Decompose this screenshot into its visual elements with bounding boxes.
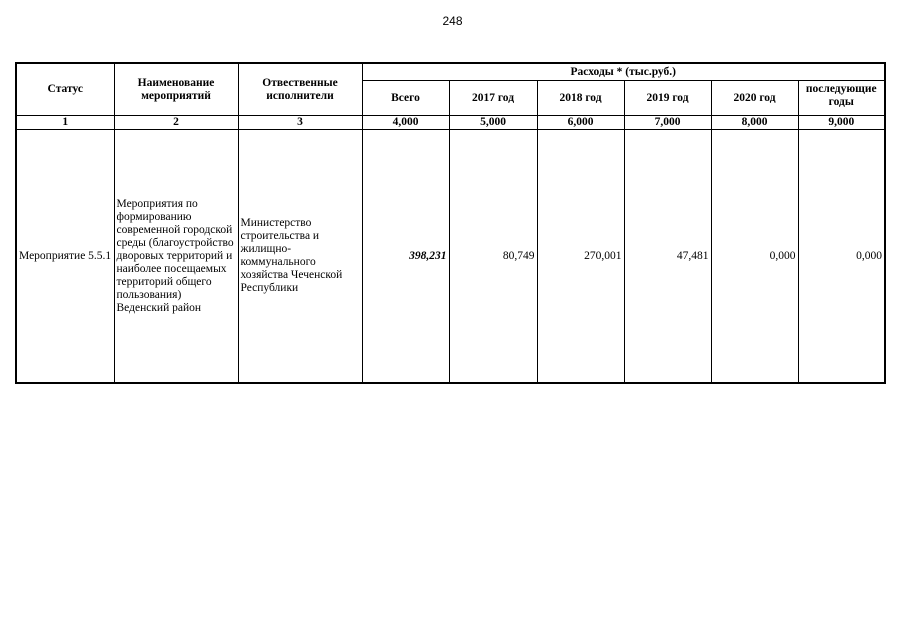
row-name: Мероприятия по формированию современной городской среды (благоустройство дворовых территорий и наиболее посещаемых территорий общего пользования) Веденский район xyxy=(114,130,238,384)
page-number: 248 xyxy=(442,14,463,28)
row-2017: 80,749 xyxy=(449,130,537,384)
col-number: 7,000 xyxy=(624,116,711,130)
header-name: Наименование мероприятий xyxy=(114,63,238,116)
header-row-top xyxy=(16,63,885,81)
row-executors: Министерство строительства и жилищно-коммунального хозяйства Чеченской Республики xyxy=(238,130,362,384)
row-2018: 270,001 xyxy=(537,130,624,384)
header-2017: 2017 год xyxy=(449,81,537,116)
row-2020: 0,000 xyxy=(711,130,798,384)
header-2018: 2018 год xyxy=(537,81,624,116)
col-number: 8,000 xyxy=(711,116,798,130)
col-number: 2 xyxy=(114,116,238,130)
col-number: 1 xyxy=(16,116,114,130)
header-2020: 2020 год xyxy=(711,81,798,116)
col-number: 3 xyxy=(238,116,362,130)
expenses-table xyxy=(15,62,886,384)
header-2019: 2019 год xyxy=(624,81,711,116)
row-next-years: 0,000 xyxy=(798,130,885,384)
col-number: 5,000 xyxy=(449,116,537,130)
row-status: Мероприятие 5.5.1 xyxy=(16,130,114,384)
table-row xyxy=(16,130,885,384)
header-total: Всего xyxy=(362,81,449,116)
row-total: 398,231 xyxy=(362,130,449,384)
numbering-row xyxy=(16,116,885,130)
col-number: 9,000 xyxy=(798,116,885,130)
header-status: Статус xyxy=(16,63,114,116)
header-executors: Отвественные исполнители xyxy=(238,63,362,116)
col-number: 6,000 xyxy=(537,116,624,130)
header-expenses-group: Расходы * (тыс.руб.) xyxy=(362,63,885,81)
col-number: 4,000 xyxy=(362,116,449,130)
row-2019: 47,481 xyxy=(624,130,711,384)
header-next-years: последующие годы xyxy=(798,81,885,116)
